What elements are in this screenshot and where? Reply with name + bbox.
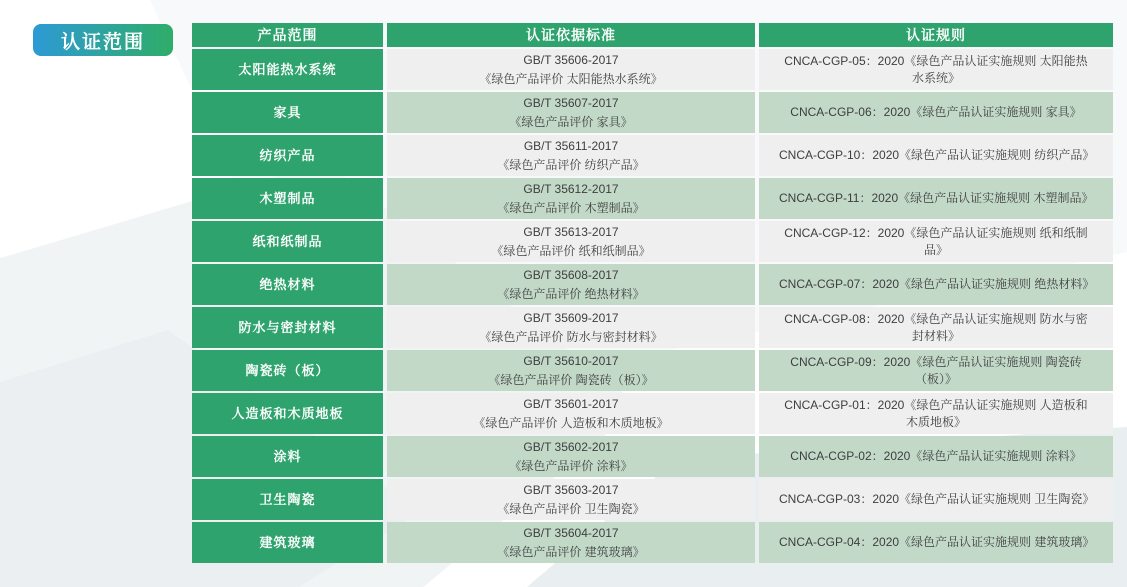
cert-table: [192, 23, 1113, 563]
product-cell: 绝热材料: [192, 264, 383, 305]
standard-cell: [387, 350, 755, 391]
standard-name: 《绿色产品评价 建筑玻璃》: [497, 544, 645, 559]
rule-cell: CNCA-CGP-02：2020《绿色产品认证实施规则 涂料》: [759, 436, 1113, 477]
rule-cell: CNCA-CGP-09：2020《绿色产品认证实施规则 陶瓷砖（板）》: [759, 350, 1113, 391]
standard-code: GB/T 35607-2017: [523, 95, 619, 110]
rule-cell: CNCA-CGP-10：2020《绿色产品认证实施规则 纺织产品》: [759, 135, 1113, 176]
standard-name: 《绿色产品评价 纺织产品》: [497, 157, 645, 172]
product-cell: 木塑制品: [192, 178, 383, 219]
rule-cell: CNCA-CGP-12：2020《绿色产品认证实施规则 纸和纸制品》: [759, 221, 1113, 262]
product-cell: 纸和纸制品: [192, 221, 383, 262]
rule-cell: CNCA-CGP-04：2020《绿色产品认证实施规则 建筑玻璃》: [759, 522, 1113, 563]
product-cell: 涂料: [192, 436, 383, 477]
standard-code: GB/T 35609-2017: [523, 310, 619, 325]
standard-name: 《绿色产品评价 陶瓷砖（板）》: [488, 372, 654, 387]
standard-code: GB/T 35612-2017: [523, 181, 619, 196]
standard-name: 《绿色产品评价 家具》: [509, 114, 633, 129]
standard-cell: [387, 522, 755, 563]
standard-code: GB/T 35611-2017: [523, 138, 619, 153]
standard-code: GB/T 35602-2017: [523, 439, 619, 454]
standard-code: GB/T 35604-2017: [523, 525, 619, 540]
standard-cell: [387, 135, 755, 176]
standard-cell: [387, 221, 755, 262]
standard-name: 《绿色产品评价 防水与密封材料》: [479, 329, 663, 344]
rule-cell: CNCA-CGP-01：2020《绿色产品认证实施规则 人造板和木质地板》: [759, 393, 1113, 434]
standard-code: GB/T 35610-2017: [523, 353, 619, 368]
product-cell: 陶瓷砖（板）: [192, 350, 383, 391]
standard-name: 《绿色产品评价 人造板和木质地板》: [473, 415, 669, 430]
standard-name: 《绿色产品评价 卫生陶瓷》: [497, 501, 645, 516]
standard-name: 《绿色产品评价 绝热材料》: [497, 286, 645, 301]
header-certification-rule: 认证规则: [759, 23, 1113, 47]
standard-name: 《绿色产品评价 太阳能热水系统》: [479, 71, 663, 86]
standard-cell: [387, 307, 755, 348]
standard-cell: [387, 479, 755, 520]
rule-cell: CNCA-CGP-07：2020《绿色产品认证实施规则 绝热材料》: [759, 264, 1113, 305]
standard-cell: [387, 92, 755, 133]
standard-code: GB/T 35601-2017: [523, 396, 619, 411]
rule-cell: CNCA-CGP-03：2020《绿色产品认证实施规则 卫生陶瓷》: [759, 479, 1113, 520]
standard-cell: [387, 264, 755, 305]
header-product-scope: 产品范围: [192, 23, 383, 47]
standard-name: 《绿色产品评价 涂料》: [509, 458, 633, 473]
rule-cell: CNCA-CGP-08：2020《绿色产品认证实施规则 防水与密封材料》: [759, 307, 1113, 348]
product-cell: 卫生陶瓷: [192, 479, 383, 520]
standard-cell: [387, 436, 755, 477]
product-cell: 太阳能热水系统: [192, 49, 383, 90]
standard-code: GB/T 35608-2017: [523, 267, 619, 282]
product-cell: 家具: [192, 92, 383, 133]
standard-code: GB/T 35606-2017: [523, 52, 619, 67]
standard-cell: [387, 178, 755, 219]
standard-name: 《绿色产品评价 纸和纸制品》: [491, 243, 651, 258]
header-certification-standard: 认证依据标准: [387, 23, 755, 47]
rule-cell: CNCA-CGP-05：2020《绿色产品认证实施规则 太阳能热水系统》: [759, 49, 1113, 90]
standard-name: 《绿色产品评价 木塑制品》: [497, 200, 645, 215]
product-cell: 防水与密封材料: [192, 307, 383, 348]
product-cell: 建筑玻璃: [192, 522, 383, 563]
standard-code: GB/T 35603-2017: [523, 482, 619, 497]
product-cell: 人造板和木质地板: [192, 393, 383, 434]
section-title-badge: 认证范围: [33, 24, 173, 56]
product-cell: 纺织产品: [192, 135, 383, 176]
rule-cell: CNCA-CGP-06：2020《绿色产品认证实施规则 家具》: [759, 92, 1113, 133]
standard-cell: [387, 49, 755, 90]
standard-cell: [387, 393, 755, 434]
rule-cell: CNCA-CGP-11：2020《绿色产品认证实施规则 木塑制品》: [759, 178, 1113, 219]
standard-code: GB/T 35613-2017: [523, 224, 619, 239]
